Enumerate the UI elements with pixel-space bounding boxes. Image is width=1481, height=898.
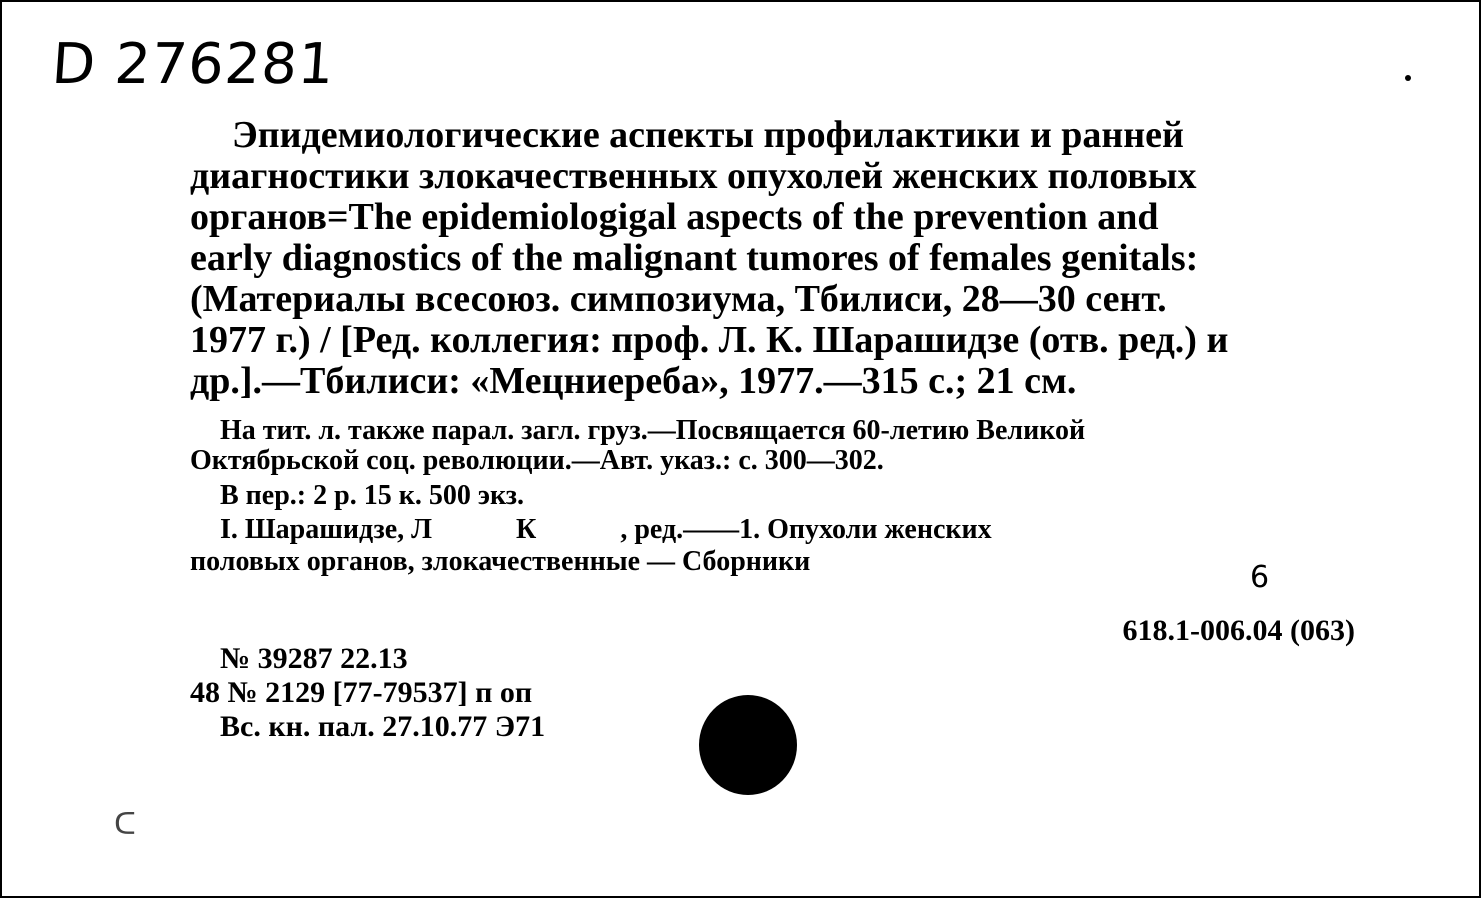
note-line: На тит. л. также парал. загл. груз.—Посвящается 60-летию Великой [220, 415, 1086, 446]
title-line: 1977 г.) / [Ред. коллегия: проф. Л. К. Шарашидзе (отв. ред.) и [190, 319, 1229, 361]
udc-classification: 618.1-006.04 (063) [1122, 614, 1355, 647]
registry-line: № 39287 22.13 [220, 642, 408, 675]
notes-section [190, 416, 1362, 476]
title-line: др.].—Тбилиси: «Мецниереба», 1977.—315 с.; 21 см. [190, 360, 1077, 402]
price-and-print-run: В пер.: 2 р. 15 к. 500 экз. [220, 480, 524, 511]
title-line: органов=The epidemiologigal aspects of the prevention and [190, 196, 1159, 238]
punch-hole [699, 695, 797, 795]
title-line: (Материалы всесоюз. симпозиума, Тбилиси, 28—30 сент. [190, 278, 1167, 320]
tracing-line: половых органов, злокачественные — Сборники [190, 546, 811, 577]
note-line: Октябрьской соц. революции.—Авт. указ.: с. 300—302. [190, 445, 884, 476]
bibliographic-description [190, 115, 1362, 402]
pencil-mark: ᑕ [114, 807, 136, 842]
title-line: early diagnostics of the malignant tumores of females genitals: [190, 237, 1199, 279]
title-line: Эпидемиологические аспекты профилактики и ранней [232, 114, 1184, 156]
tracing-line: I. Шарашидзе, Л К , ред.——1. Опухоли женских [220, 514, 992, 545]
title-line: диагностики злокачественных опухолей женских половых [190, 155, 1197, 197]
ink-dot [1405, 75, 1411, 81]
registry-line: 48 № 2129 [77-79537] п оп [190, 676, 533, 709]
tracings [190, 514, 1362, 578]
handwritten-call-number: D 276281 [49, 32, 337, 97]
registry-block [190, 642, 545, 744]
handwritten-mark: 6 [1250, 560, 1270, 595]
registry-line: Вс. кн. пал. 27.10.77 Э71 [220, 710, 546, 743]
